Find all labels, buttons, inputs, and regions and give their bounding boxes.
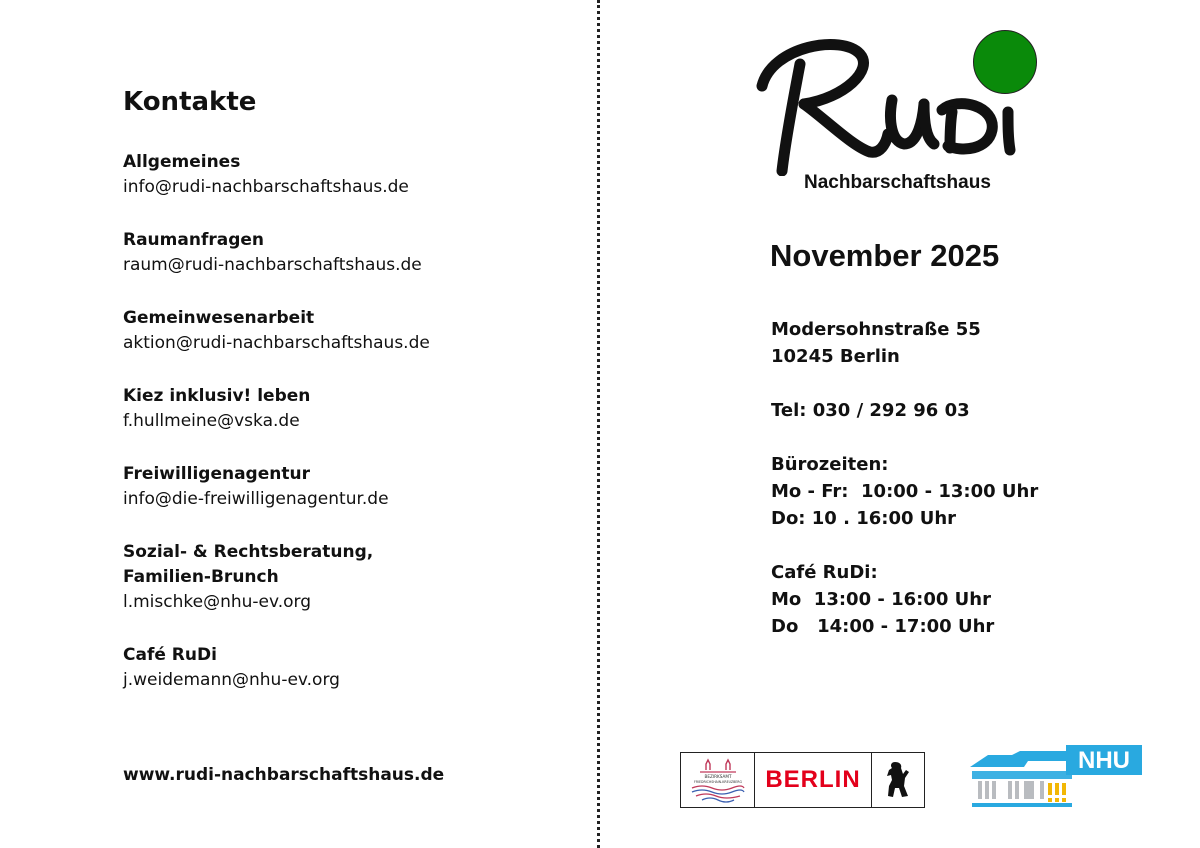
month-title: November 2025 — [770, 238, 1000, 273]
berlin-sponsor-logo — [680, 752, 925, 808]
bezirksamt-emblem — [681, 753, 755, 807]
office-hours-label: Bürozeiten: — [771, 454, 889, 475]
contact-item — [123, 150, 563, 200]
bezirksamt-icon — [686, 756, 750, 804]
contact-item — [123, 306, 563, 356]
contact-email[interactable]: info@die-freiwilligenagentur.de — [123, 489, 389, 509]
contact-item — [123, 462, 563, 512]
contact-item — [123, 643, 563, 693]
bezirksamt-line1: BEZIRKSAMT — [703, 774, 732, 779]
berlin-bear-icon — [883, 760, 913, 800]
contact-email[interactable]: f.hullmeine@vska.de — [123, 411, 300, 431]
cafe-hours-line: Mo 13:00 - 16:00 Uhr — [771, 589, 991, 610]
contact-email[interactable]: j.weidemann@nhu-ev.org — [123, 670, 340, 690]
contact-email[interactable]: info@rudi-nachbarschaftshaus.de — [123, 177, 409, 197]
contact-item — [123, 228, 563, 278]
contact-email[interactable]: aktion@rudi-nachbarschaftshaus.de — [123, 333, 430, 353]
berlin-bear-cell — [872, 753, 924, 807]
office-hours-line: Mo - Fr: 10:00 - 13:00 Uhr — [771, 481, 1039, 502]
address-street: Modersohnstraße 55 — [771, 319, 981, 340]
contacts-section — [123, 86, 563, 721]
contact-title: Freiwilligenagentur — [123, 464, 310, 484]
cafe-hours-line: Do 14:00 - 17:00 Uhr — [771, 616, 995, 637]
address-city: 10245 Berlin — [771, 346, 900, 367]
contact-email[interactable]: l.mischke@nhu-ev.org — [123, 592, 312, 612]
contact-title: Sozial- & Rechtsberatung, Familien-Brunch — [123, 542, 374, 587]
contact-title: Café RuDi — [123, 645, 217, 665]
contact-title: Allgemeines — [123, 152, 241, 172]
berlin-wordmark — [755, 753, 872, 807]
info-block — [771, 316, 1151, 640]
cafe-hours-label: Café RuDi: — [771, 562, 878, 583]
contact-item — [123, 384, 563, 434]
nhu-logo — [968, 745, 1144, 811]
berlin-text: BERLIN — [765, 766, 861, 793]
phone-number: Tel: 030 / 292 96 03 — [771, 400, 970, 421]
contact-title: Raumanfragen — [123, 230, 265, 250]
contact-item — [123, 540, 563, 615]
website-link[interactable]: www.rudi-nachbarschaftshaus.de — [123, 765, 445, 785]
contact-title: Kiez inklusiv! leben — [123, 386, 311, 406]
contacts-heading: Kontakte — [123, 87, 257, 117]
contact-title: Gemeinwesenarbeit — [123, 308, 315, 328]
nhu-text: NHU — [1078, 747, 1130, 774]
bezirksamt-line2: FRIEDRICHSHAIN-KREUZBERG — [693, 780, 742, 784]
green-dot-icon — [973, 30, 1037, 94]
rudi-logo — [752, 26, 1052, 196]
office-hours-line: Do: 10 . 16:00 Uhr — [771, 508, 957, 529]
fold-divider — [597, 0, 600, 848]
logo-subtitle: Nachbarschaftshaus — [804, 172, 991, 193]
contact-email[interactable]: raum@rudi-nachbarschaftshaus.de — [123, 255, 422, 275]
